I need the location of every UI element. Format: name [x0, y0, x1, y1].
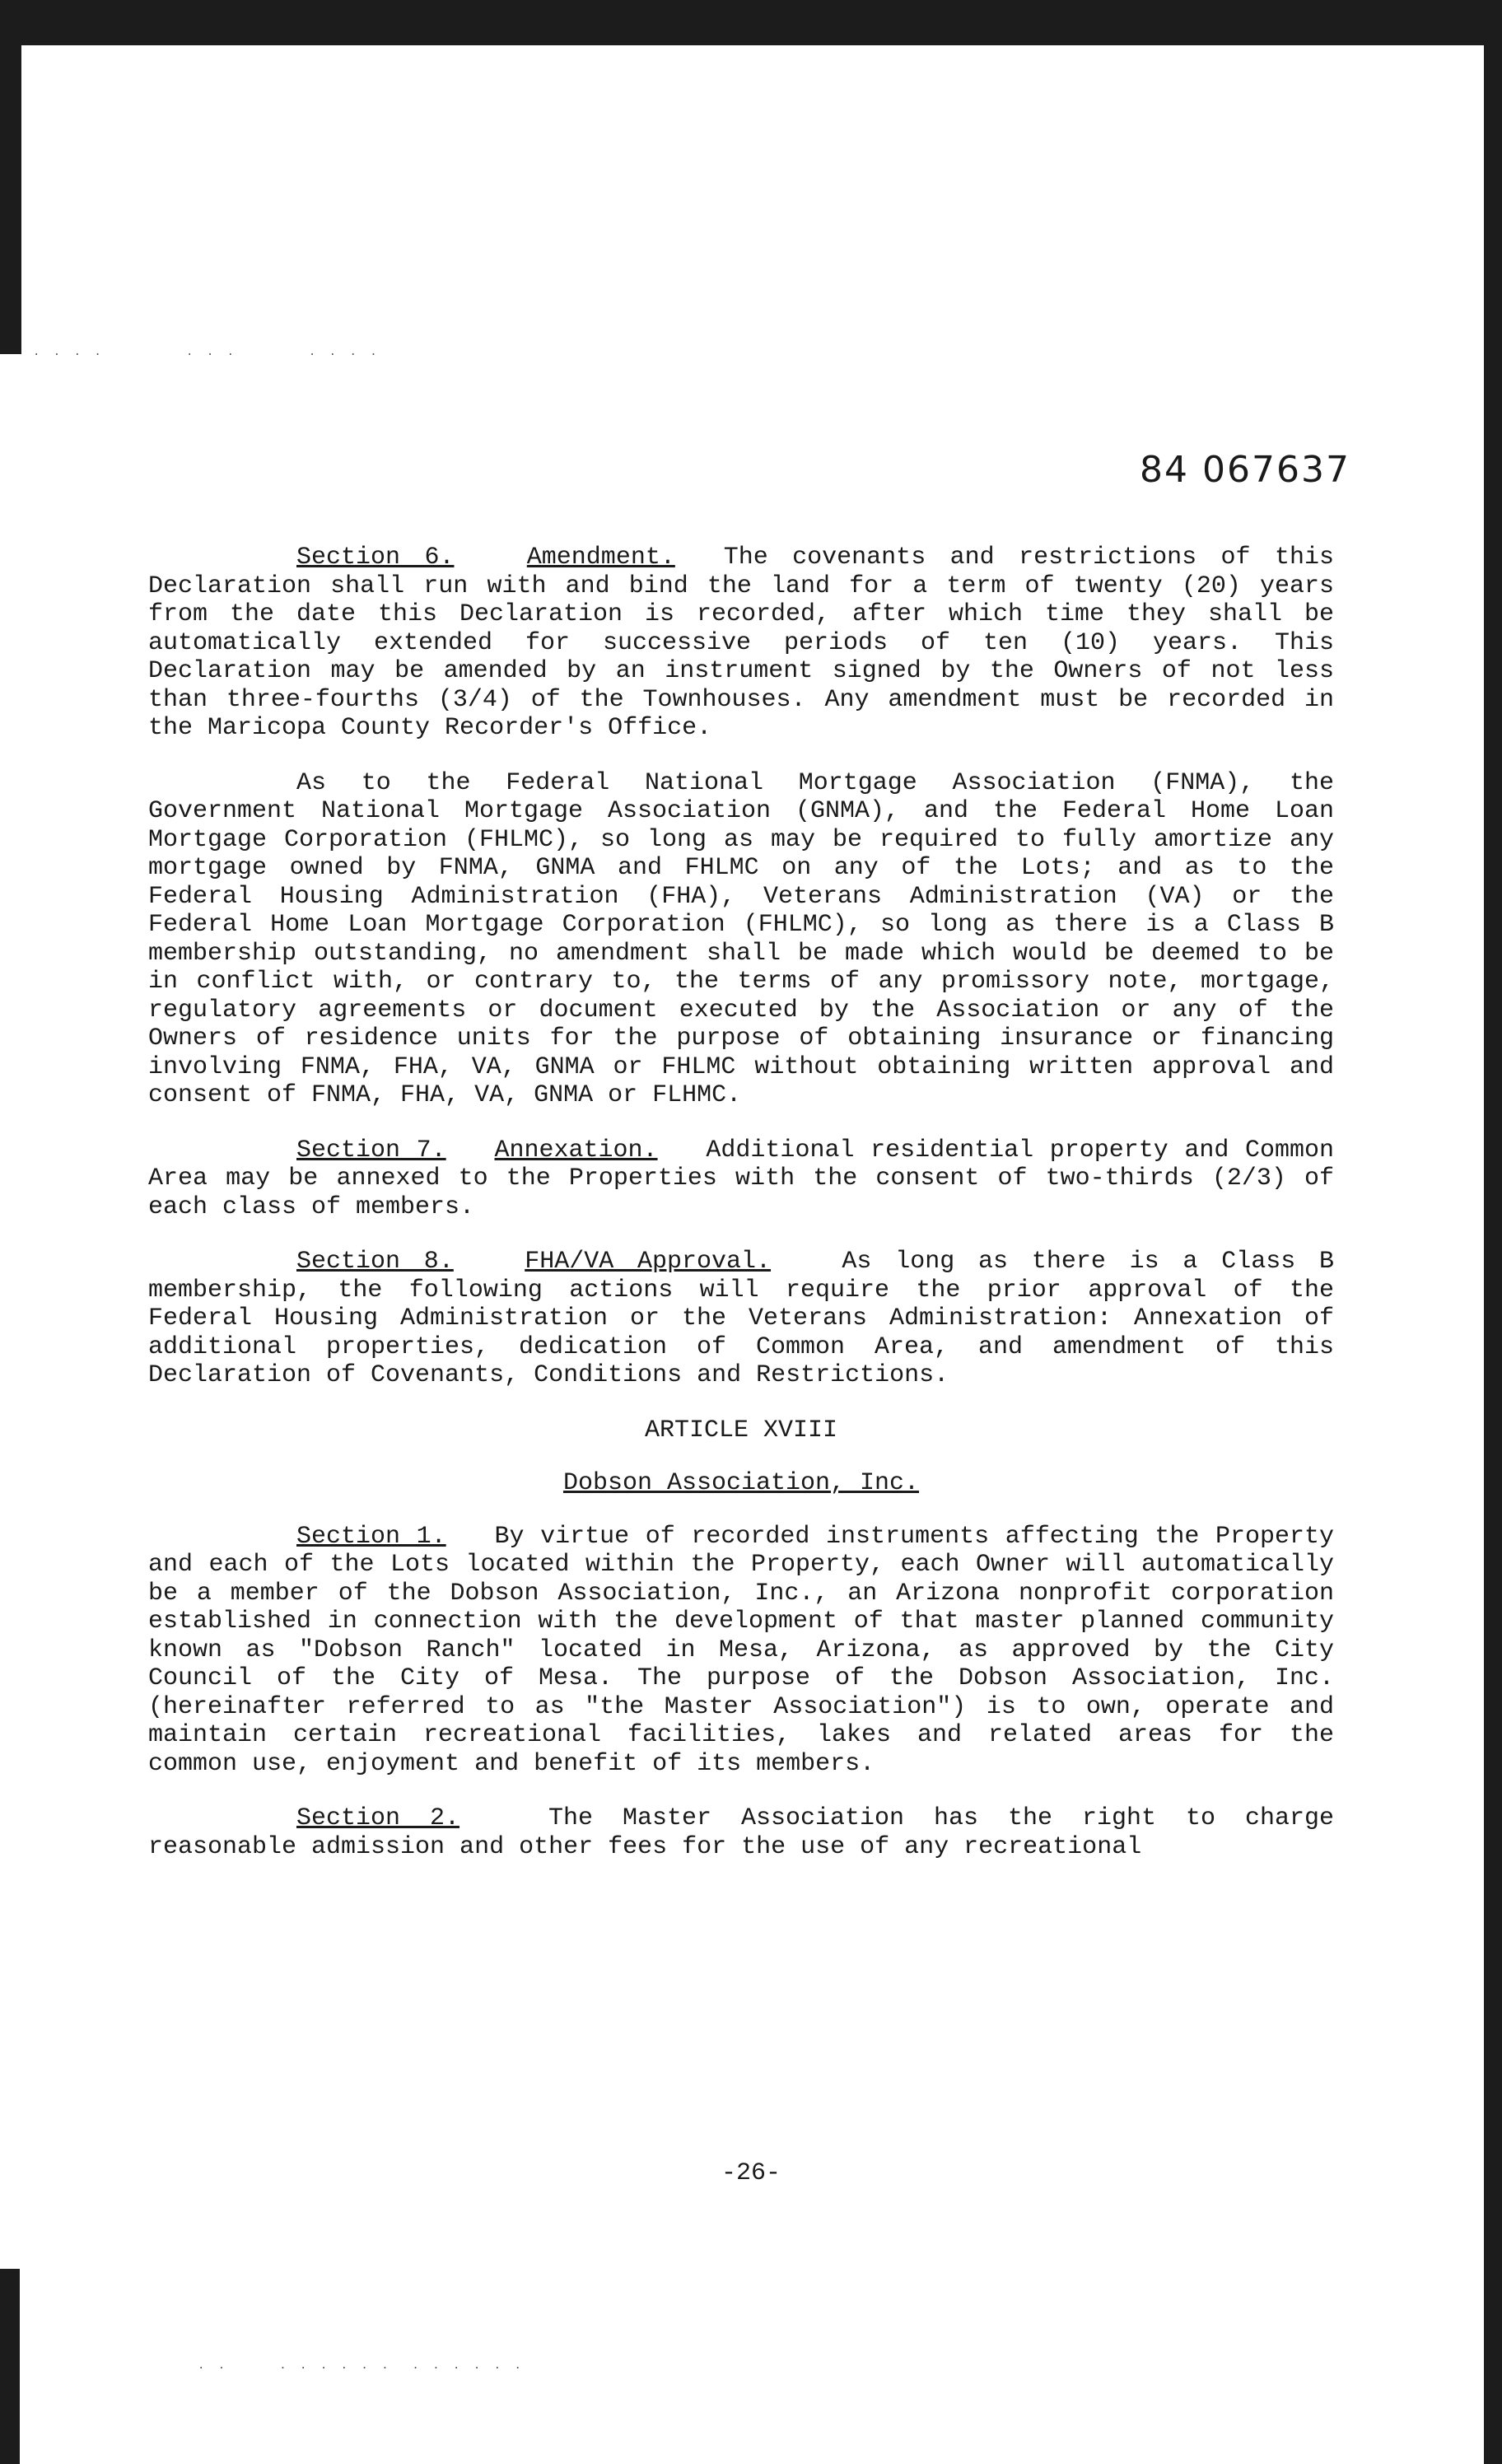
- section-7-body: Additional residential property and Common Area may be annexed to the Properties with the consent of two-thirds (2/3) of each class of members.: [148, 1136, 1335, 1221]
- article-title: Dobson Association, Inc.: [562, 1469, 920, 1497]
- section-8-heading: Section 8.: [296, 1248, 454, 1276]
- scan-top-border: [0, 0, 1502, 45]
- section-7-paragraph: [148, 1136, 1334, 1222]
- section-8-title: FHA/VA Approval.: [525, 1248, 772, 1276]
- article-section-2-heading: Section 2.: [296, 1804, 460, 1832]
- recording-number: 84 067637: [1140, 449, 1350, 491]
- section-6-heading: Section 6.: [296, 544, 455, 572]
- article-section-1-paragraph: [148, 1523, 1334, 1779]
- section-8-paragraph: [148, 1248, 1334, 1390]
- scan-speckle: . . . . . . . . . . . . . .: [198, 2359, 525, 2373]
- section-7-heading: Section 7.: [296, 1136, 446, 1164]
- section-6-body: The covenants and restrictions of this Declaration shall run with and bind the land for a term of twenty (20) years from the date this Declaration is recorded, after which time they shall be automatically extended for successive periods of ten (10) years. This Declaration may be amended by an instrument signed by the Owners of not less than three-fourths (3/4) of the Townhouses. Any amendment must be recorded in the Maricopa County Recorder's Office.: [148, 544, 1335, 742]
- section-6-paragraph: [148, 544, 1334, 743]
- article-section-1-body: By virtue of recorded instruments affecting the Property and each of the Lots located within the Property, each Owner will automatically be a member of the Dobson Association, Inc., an Arizona nonprofit corporation established in connection with the development of that master planned community known as "Dobson Ranch" located in Mesa, Arizona, as approved by the City Council of the City of Mesa. The purpose of the Dobson Association, Inc. (hereinafter referred to as "the Master Association") is to own, operate and maintain certain recreational facilities, lakes and related areas for the common use, enjoyment and benefit of its members.: [148, 1522, 1334, 1778]
- section-7-title: Annexation.: [494, 1136, 658, 1164]
- scan-left-border-bottom: [0, 2269, 20, 2464]
- fnma-body: As to the Federal National Mortgage Association (FNMA), the Government National Mortgage Association (GNMA), and the Federal Home Loan Mortgage Corporation (FHLMC), so long as may be required to fully amortize any mortgage owned by FNMA, GNMA and FHLMC on any of the Lots; and as to the Federal Housing Administration (FHA), Veterans Administration (VA) or the Federal Home Loan Mortgage Corporation (FHLMC), so long as there is a Class B membership outstanding, no amendment shall be made which would be deemed to be in conflict with, or contrary to, the terms of any promissory note, mortgage, regulatory agreements or document executed by the Association or any of the Owners of residence units for the purpose of obtaining insurance or financing involving FNMA, FHA, VA, GNMA or FHLMC without obtaining written approval and consent of FNMA, FHA, VA, GNMA or FLHMC.: [148, 768, 1334, 1109]
- article-section-2-body: The Master Association has the right to charge reasonable admission and other fees for the use of any recreational: [148, 1804, 1334, 1861]
- page-number: -26-: [721, 2159, 781, 2187]
- section-8-body: As long as there is a Class B membership, the following actions will require the prior approval of the Federal Housing Administration or the Veterans Administration: Annexation of additional properties, dedication of Common Area, and amendment of this Declaration of Covenants, Conditions and Restrictions.: [148, 1248, 1335, 1389]
- article-section-2-paragraph: [148, 1804, 1334, 1861]
- article-number: ARTICLE XVIII: [644, 1416, 838, 1444]
- scan-right-border: [1484, 45, 1502, 2464]
- article-section-1-heading: Section 1.: [296, 1522, 446, 1551]
- article-title-wrap: [148, 1469, 1334, 1498]
- fnma-paragraph: [148, 769, 1334, 1110]
- section-6-title: Amendment.: [526, 544, 675, 572]
- document-body: [148, 544, 1334, 1888]
- scan-speckle: . . . . . . . . . . .: [33, 346, 380, 359]
- scan-left-border-top: [0, 0, 21, 354]
